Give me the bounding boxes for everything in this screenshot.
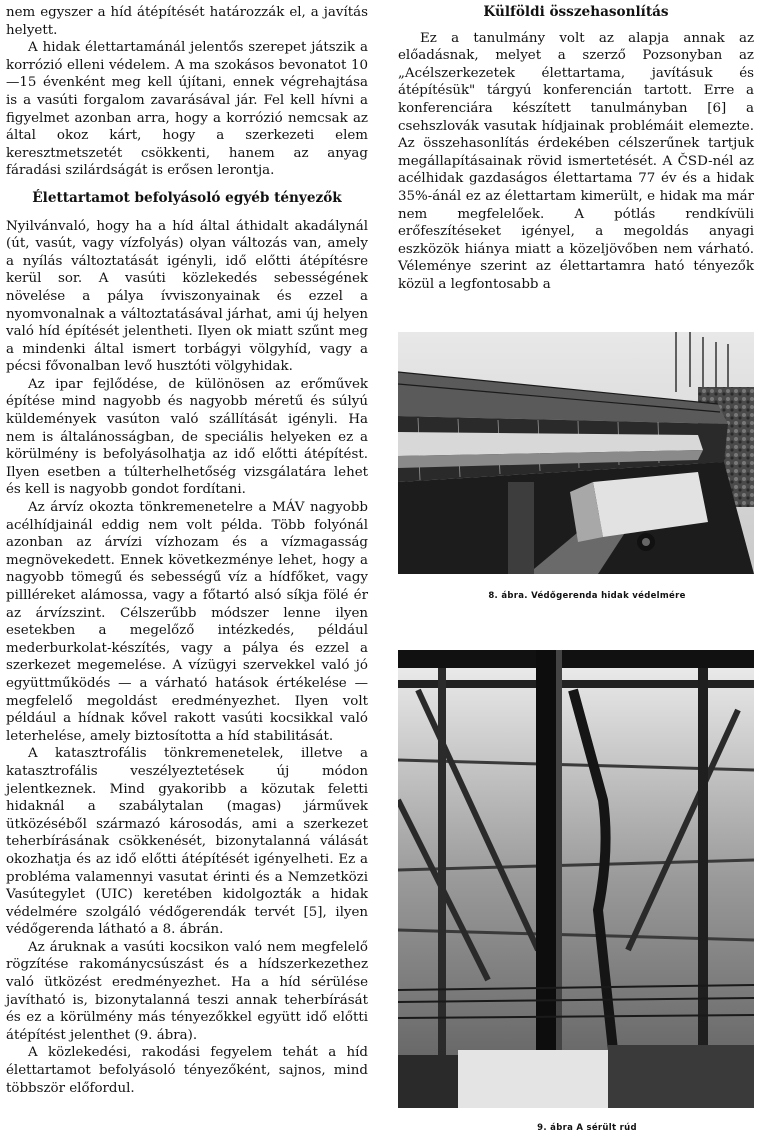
left-column xyxy=(6,4,368,1097)
section-heading: Élettartamot befolyásoló egyéb tényezők xyxy=(32,189,342,206)
paragraph: Nyilvánvaló, hogy ha a híd által áthidalt akadálynál (út, vasút, vagy vízfolyás) olyan változás van, amely a nyílás változtatását igényli, idő előtti átépítésre kerül sor. A vasúti közlekedés sebességének növelése a pálya ívviszonyainak és ezzel a nyomvonalnak a változtatásával járhat, ami új helyen való híd építését jelentheti. Ilyen ok miatt szűnt meg a mindenki által ismert torbágyi völgyhíd, vagy a pécsi fővonalban levő husztóti völgyhidak. xyxy=(6,218,368,375)
paragraph: A hidak élettartamánál jelentős szerepet játszik a korrózió elleni védelem. A ma szokásos bevonatot 10—15 évenként meg kell újítani, ennek végrehajtása is a vasúti forgalom zavarásával jár. Fel kell hívni a figyelmet azonban arra, hogy a korrózió nemcsak az által okoz kárt, hogy a szerkezeti elem keresztmetszetét csökkenti, hanem az anyag fáradási szilárdságát is erősen lerontja. xyxy=(6,40,368,179)
right-column xyxy=(398,4,754,1138)
paragraph: A katasztrofális tönkremenetelek, illetve a katasztrofális veszélyeztetések új módon jelentkeznek. Mind gyakoribb a közutak feletti hidaknál a szabálytalan (magas) járművek ütközéséből származó károsodás, ami a szerkezet teherbírásának csökkenését, bizonytalanná válását okozhatja és az idő előtti átépítését igényelheti. Ez a probléma valamennyi vasutat érinti és a Nemzetközi Vasútegylet (UIC) keretében kidolgozták a hidak védelmére szolgáló védőgerendák tervét [5], ilyen védőgerenda látható a 8. ábrán. xyxy=(6,746,368,938)
paragraph: A közlekedési, rakodási fegyelem tehát a híd élettartamot befolyásoló tényezőként, sajnos, mind többször előfordul. xyxy=(6,1045,368,1096)
paragraph: nem egyszer a híd átépítését határozzák el, a javítás helyett. xyxy=(6,5,368,38)
paragraph: Ez a tanulmány volt az alapja annak az előadásnak, melyet a szerző Pozsonyban az „Acélszerkezetek élettartama, javításuk és átépítésük" tárgyú konferencián tartott. Erre a konferenciára készített tanulmányban [6] a csehszlovák vasutak hídjainak problémáit elemezte. Az összehasonlítás érdekében célszerűnek tartjuk megállapításainak rövid ismertetését. A ČSD-nél az acélhidak gazdaságos élettartama 77 év és a hidak 35%-ánál ez az élettartam kimerült, e hidak ma már nem megfelelőek. A pótlás rendkívüli erőfeszítéseket igényel, a megoldás anyagi eszközök hiánya miatt a közeljövőben nem várható. Véleménye szerint az élettartamra ható tényezők közül a legfontosabb a xyxy=(398,30,754,292)
damaged-member-photo-illustration xyxy=(398,650,754,1108)
bridge-photo-illustration xyxy=(398,332,754,574)
paragraph: Az ipar fejlődése, de különösen az erőművek építése mind nagyobb és nagyobb méretű és súlyú küldemények vasúton való szállítását igényli. Ha nem is általánosságban, de speciális helyeken ez a körülmény is befolyásolhatja az idő előtti átépítést. Ilyen esetben a túlterhelhetőség vizsgálatára lehet és kell is nagyobb gondot fordítani. xyxy=(6,376,368,498)
figure-9-caption: 9. ábra A sérült rúd xyxy=(537,1123,637,1134)
section-heading: Külföldi összehasonlítás xyxy=(483,4,669,20)
paragraph: Az árvíz okozta tönkremenetelre a MÁV nagyobb acélhídjainál eddig nem volt példa. Több folyónál azonban az árvízi vízhozam és a vízmagasság megnövekedett. Ennek következménye lehet, hogy a nagyobb tömegű és sebességű víz a hídfőket, vagy pillléreket alámossa, vagy a főtartó alsó síkja fölé ér az árvízszint. Célszerűbb módszer lenne ilyen esetekben a megelőző intézkedés, például mederburkolat-készítés, vagy a pálya és ezzel a szerkezet megemelése. A vízügyi szervekkel való jó együttműködés — a várható hatások értékelése — megfelelő megoldást eredményezhet. Ilyen volt például a hídnak kővel rakott vasúti kocsikkal való leterhelése, amely biztosította a híd stabilitását. xyxy=(6,500,368,744)
paragraph: Az áruknak a vasúti kocsikon való nem megfelelő rögzítése rakománycsúszást és a hídszerkezethez való ütközést eredményezhet. Ha a híd sérülése javítható is, bizonytalanná teszi annak teherbírását és ez a körülmény más tényezőkkel együtt idő előtti átépítést jelenthet (9. ábra). xyxy=(6,939,368,1043)
figure-9-photo xyxy=(398,650,754,1108)
figure-8-caption: 8. ábra. Védőgerenda hidak védelmére xyxy=(488,590,686,601)
figure-8-photo xyxy=(398,332,754,574)
